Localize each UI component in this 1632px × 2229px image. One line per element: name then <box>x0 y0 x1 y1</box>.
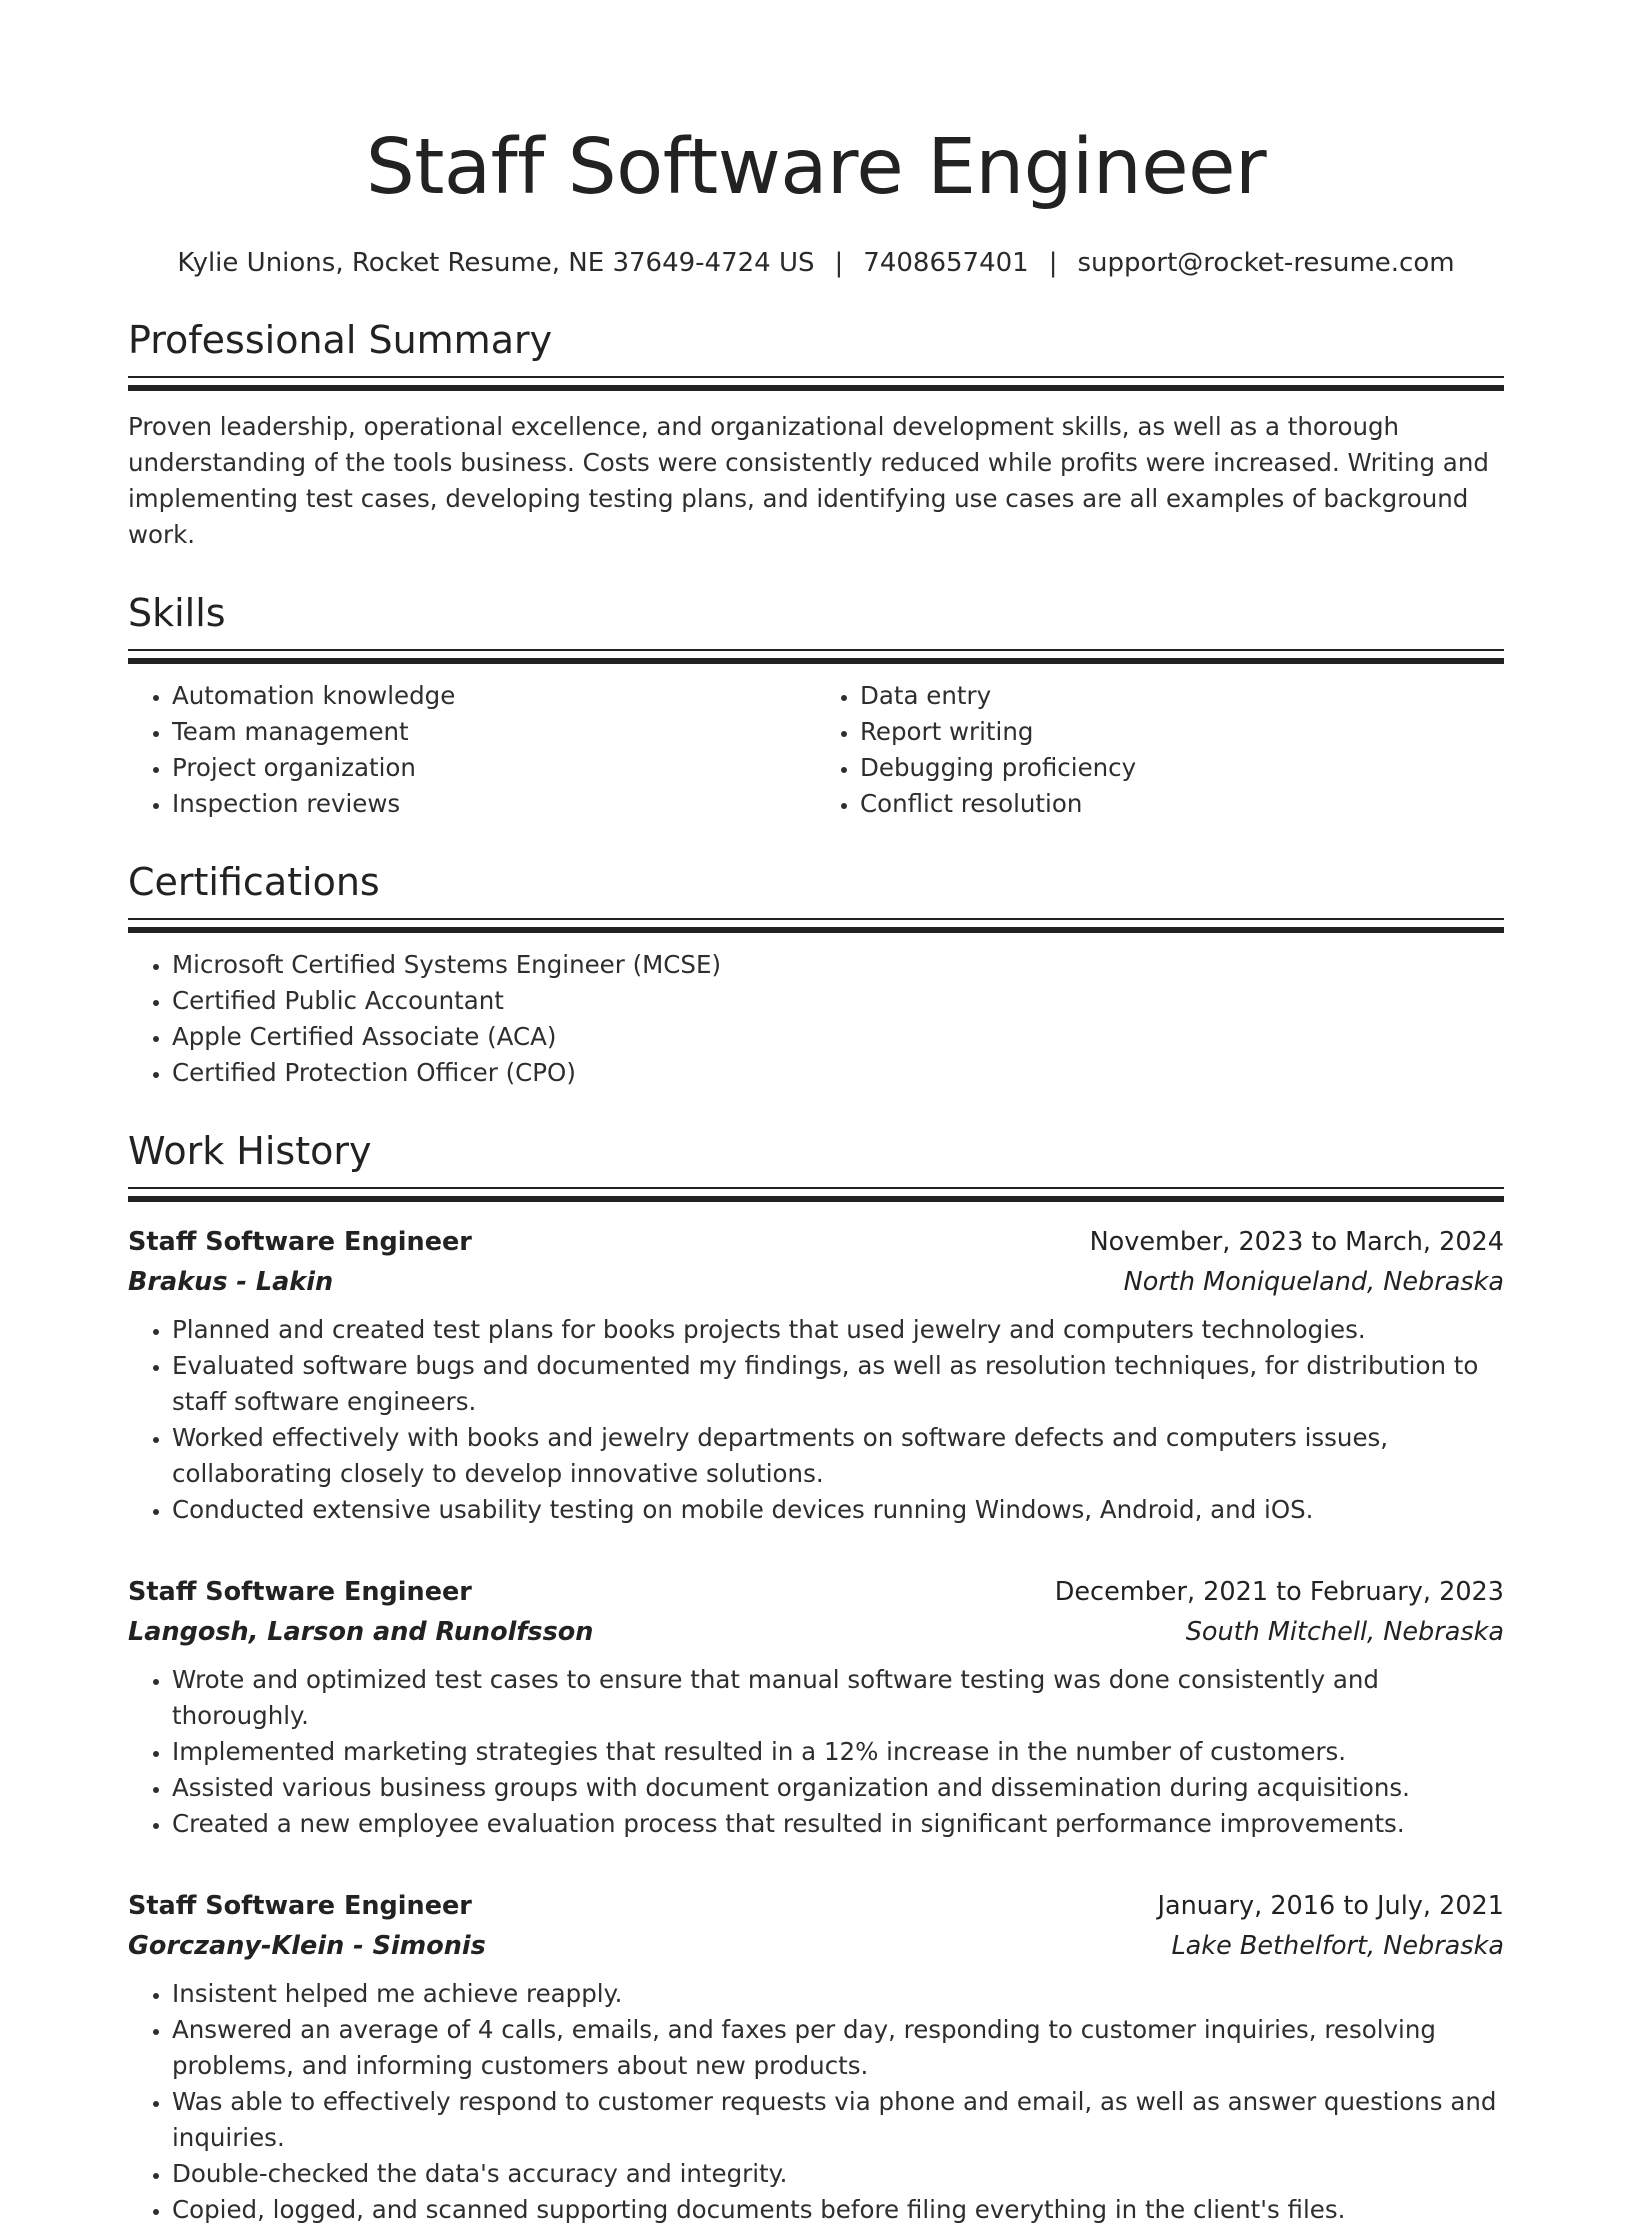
job-company-row <box>128 1612 1504 1652</box>
job-entry <box>128 1222 1504 1528</box>
certification-item: • Certified Public Accountant <box>172 983 1504 1019</box>
job-title: Staff Software Engineer <box>128 1227 472 1257</box>
job-company: Brakus - Lakin <box>128 1267 334 1297</box>
section-heading: Certifications <box>128 860 380 904</box>
skill-item: • Project organization <box>172 750 816 786</box>
job-bullet: • Evaluated software bugs and documented my findings, as well as resolution techniques, for distribution to staff software engineers. <box>172 1348 1504 1420</box>
certifications-list <box>128 947 1504 1091</box>
section-heading: Skills <box>128 591 226 635</box>
job-company-row <box>128 1926 1504 1966</box>
job-location: North Moniqueland, Nebraska <box>1123 1267 1504 1297</box>
skills-section <box>128 589 1504 822</box>
contact-separator: | <box>834 248 844 278</box>
job-title: Staff Software Engineer <box>128 1577 472 1607</box>
job-dates: November, 2023 to March, 2024 <box>1089 1227 1504 1257</box>
skill-item: • Automation knowledge <box>172 678 816 714</box>
job-bullet: • Wrote and optimized test cases to ensure that manual software testing was done consistently and thoroughly. <box>172 1662 1504 1734</box>
job-bullet: • Was able to effectively respond to customer requests via phone and email, as well as answer questions and inquiries. <box>172 2084 1504 2156</box>
job-location: Lake Bethelfort, Nebraska <box>1171 1931 1504 1961</box>
section-divider <box>128 1187 1504 1202</box>
certification-item: • Apple Certified Associate (ACA) <box>172 1019 1504 1055</box>
skills-columns <box>128 678 1504 822</box>
certification-item: • Certified Protection Officer (CPO) <box>172 1055 1504 1091</box>
section-divider <box>128 918 1504 933</box>
job-bullet: • Answered an average of 4 calls, emails, and faxes per day, responding to customer inquiries, resolving problems, and informing customers about new products. <box>172 2012 1504 2084</box>
job-company: Gorczany-Klein - Simonis <box>128 1931 486 1961</box>
section-divider <box>128 376 1504 391</box>
job-title: Staff Software Engineer <box>128 1891 472 1921</box>
skill-item: • Report writing <box>860 714 1504 750</box>
job-header-row <box>128 1222 1504 1262</box>
certification-item: • Microsoft Certified Systems Engineer (MCSE) <box>172 947 1504 983</box>
resume-title: Staff Software Engineer <box>365 123 1267 212</box>
job-bullet: • Worked effectively with books and jewelry departments on software defects and computers issues, collaborating closely to develop innovative solutions. <box>172 1420 1504 1492</box>
job-company: Langosh, Larson and Runolfsson <box>128 1617 594 1647</box>
contact-separator: | <box>1048 248 1058 278</box>
job-company-row <box>128 1262 1504 1302</box>
skills-list-left <box>128 678 816 822</box>
job-bullet: • Double-checked the data's accuracy and integrity. <box>172 2156 1504 2192</box>
skills-list-right <box>816 678 1504 822</box>
skill-item: • Debugging proficiency <box>860 750 1504 786</box>
contact-address: Kylie Unions, Rocket Resume, NE 37649-4724 US <box>177 248 815 278</box>
job-entry <box>128 1886 1504 2228</box>
section-divider <box>128 649 1504 664</box>
section-heading: Professional Summary <box>128 318 553 362</box>
skill-item: • Conflict resolution <box>860 786 1504 822</box>
job-location: South Mitchell, Nebraska <box>1185 1617 1504 1647</box>
job-entry <box>128 1572 1504 1842</box>
job-bullet: • Insistent helped me achieve reapply. <box>172 1976 1504 2012</box>
job-bullet: • Implemented marketing strategies that resulted in a 12% increase in the number of customers. <box>172 1734 1504 1770</box>
work-history-section <box>128 1127 1504 2228</box>
job-bullets <box>128 1312 1504 1528</box>
job-bullets <box>128 1976 1504 2228</box>
job-header-row <box>128 1572 1504 1612</box>
skill-item: • Data entry <box>860 678 1504 714</box>
job-bullet: • Planned and created test plans for books projects that used jewelry and computers technologies. <box>172 1312 1504 1348</box>
contact-phone: 7408657401 <box>863 248 1029 278</box>
professional-summary-section <box>128 316 1504 553</box>
job-bullet: • Copied, logged, and scanned supporting documents before filing everything in the client's files. <box>172 2192 1504 2228</box>
summary-text: Proven leadership, operational excellence, and organizational development skills, as well as a thorough understanding of the tools business. Costs were consistently reduced while profits were increased. Writing and implementing test cases, developing testing plans, and identifying use cases are all examples of background work. <box>128 412 1489 549</box>
section-heading: Work History <box>128 1129 372 1173</box>
certifications-section <box>128 858 1504 1091</box>
job-bullet: • Created a new employee evaluation process that resulted in significant performance improvements. <box>172 1806 1504 1842</box>
skill-item: • Inspection reviews <box>172 786 816 822</box>
contact-line <box>128 246 1504 280</box>
job-dates: December, 2021 to February, 2023 <box>1054 1577 1504 1607</box>
skill-item: • Team management <box>172 714 816 750</box>
contact-email: support@rocket-resume.com <box>1077 248 1455 278</box>
job-bullet: • Conducted extensive usability testing on mobile devices running Windows, Android, and iOS. <box>172 1492 1504 1528</box>
job-dates: January, 2016 to July, 2021 <box>1157 1891 1504 1921</box>
job-header-row <box>128 1886 1504 1926</box>
job-bullets <box>128 1662 1504 1842</box>
job-bullet: • Assisted various business groups with document organization and dissemination during acquisitions. <box>172 1770 1504 1806</box>
